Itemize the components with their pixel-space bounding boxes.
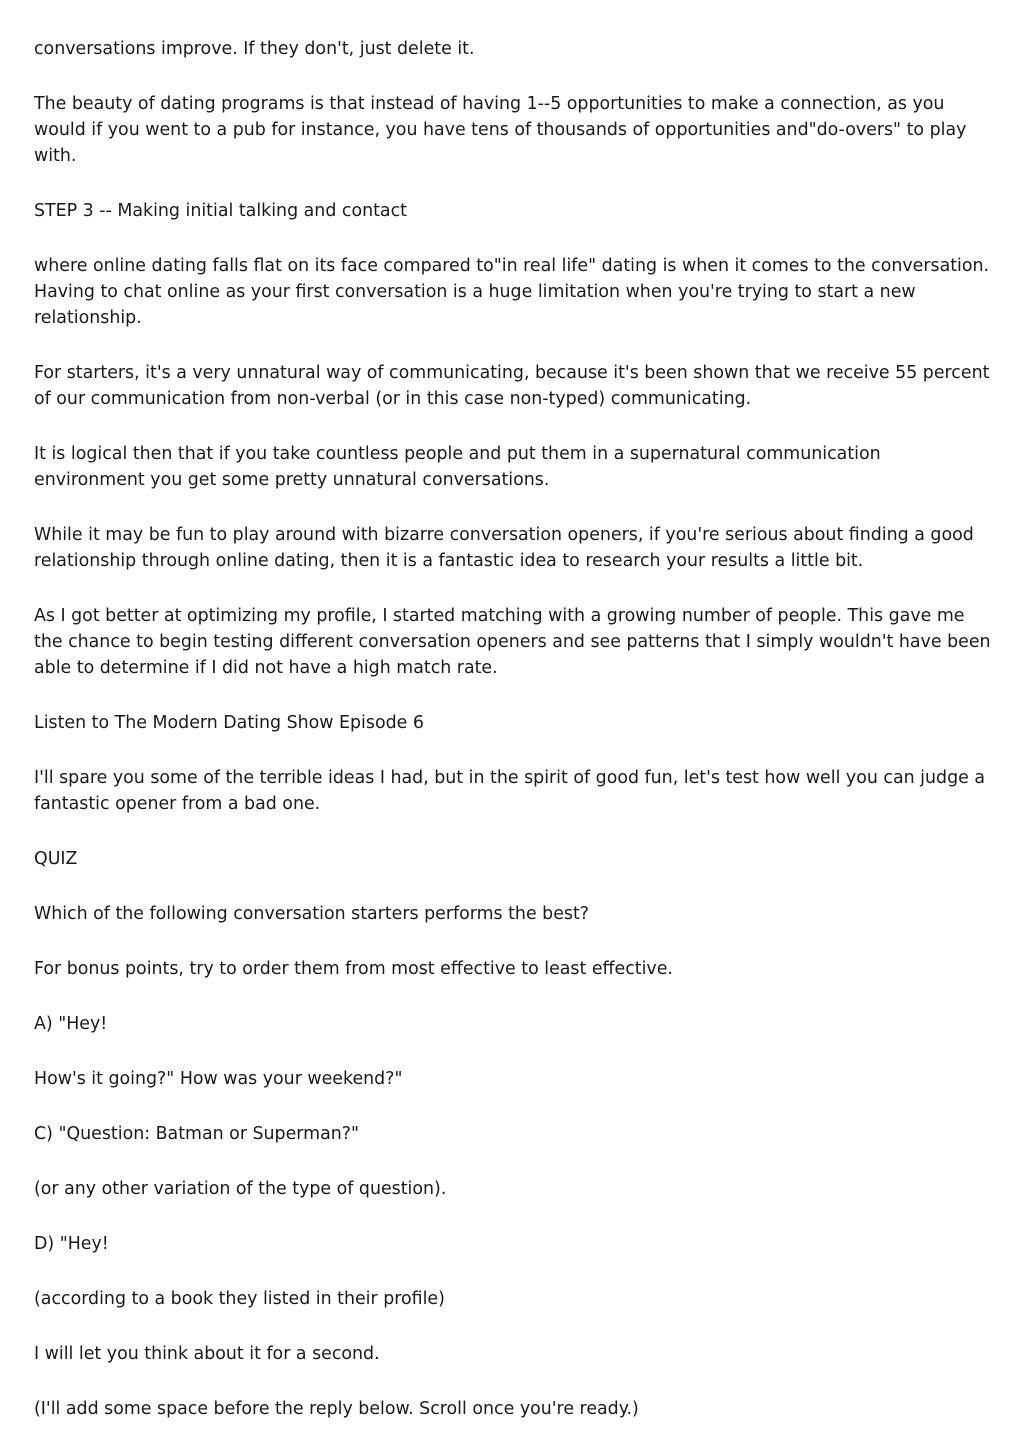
paragraph-testing-openers: As I got better at optimizing my profile, I started matching with a growing number of people. This gave me the chance to begin testing different conversation openers and see patterns that I simply wouldn't have been able to determine if I did not have a high match rate.: [34, 606, 991, 678]
paragraph-online-conversation: where online dating falls flat on its face compared to"in real life" dating is when it comes to the conversation. Having to chat online as your first conversation is a huge limitation when you're trying to start a new relationship.: [34, 256, 990, 328]
paragraph-non-verbal: For starters, it's a very unnatural way of communicating, because it's been shown that we receive 55 percent of our communication from non-verbal (or in this case non-typed) communicating.: [34, 363, 990, 409]
quiz-heading: QUIZ: [34, 849, 78, 869]
quiz-option-a: A) "Hey!: [34, 1014, 108, 1034]
step-3-heading: STEP 3 -- Making initial talking and contact: [34, 201, 407, 221]
quiz-option-d: D) "Hey!: [34, 1234, 109, 1254]
paragraph-judge-opener: I'll spare you some of the terrible ideas I had, but in the spirit of good fun, let's test how well you can judge a fantastic opener from a bad one.: [34, 768, 985, 814]
paragraph-intro-fragment: conversations improve. If they don't, just delete it.: [34, 39, 475, 59]
podcast-mention: Listen to The Modern Dating Show Episode 6: [34, 713, 424, 733]
quiz-bonus: For bonus points, try to order them from most effective to least effective.: [34, 959, 673, 979]
quiz-option-c: C) "Question: Batman or Superman?": [34, 1124, 359, 1144]
paragraph-unnatural-conversations: It is logical then that if you take countless people and put them in a supernatural communication environment you get some pretty unnatural conversations.: [34, 444, 881, 490]
paragraph-think: I will let you think about it for a second.: [34, 1344, 380, 1364]
paragraph-research-results: While it may be fun to play around with bizarre conversation openers, if you're serious about finding a good relationship through online dating, then it is a fantastic idea to research your results a little bit.: [34, 525, 974, 571]
quiz-option-b: How's it going?" How was your weekend?": [34, 1069, 403, 1089]
quiz-option-c-note: (or any other variation of the type of question).: [34, 1179, 447, 1199]
paragraph-dating-programs: The beauty of dating programs is that instead of having 1--5 opportunities to make a connection, as you would if you went to a pub for instance, you have tens of thousands of opportunities and"do-overs" to play with.: [34, 94, 967, 166]
quiz-option-d-note: (according to a book they listed in their profile): [34, 1289, 445, 1309]
article-body: [34, 36, 996, 1451]
paragraph-scroll-note: (I'll add some space before the reply below. Scroll once you're ready.): [34, 1399, 639, 1419]
quiz-question: Which of the following conversation starters performs the best?: [34, 904, 590, 924]
